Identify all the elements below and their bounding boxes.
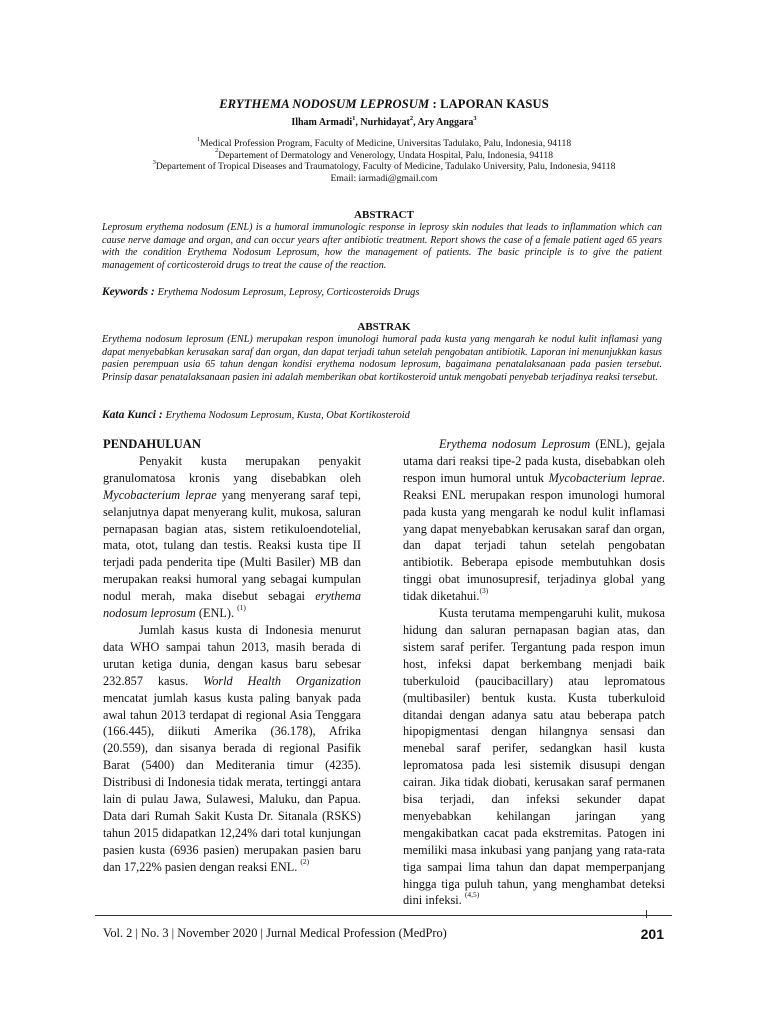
author-affiliation-marker: 2 xyxy=(409,114,414,122)
section-title: PENDAHULUAN xyxy=(103,437,201,451)
paragraph-italic: Mycobacterium leprae xyxy=(548,470,662,485)
paragraph-text: . Reaksi ENL merupakan respon imunologi humoral pada kusta yang mengarah ke nodul kulit inflamasi yang dapat menyebabkan kerusakan saraf dan organ, dan dapat terjadi tahun setelah pengobatan antibiotik. Beberapa episode membutuhkan dosis tinggi obat imunosupresif, terjadinya global yang tidak diketahui. xyxy=(403,470,665,604)
paragraph-text: yang menyerang saraf tepi, selanjutnya dapat menyerang kulit, mukosa, saluran pernapasan bagian atas, sistem retikuloendotelial, mata, otot, tulang dan testis. Reaksi kusta tipe II terjadi pada penderita tipe (Multi Basiler) MB dan merupakan reaksi humoral yang sebagai kumpulan nodul merah, maka disebut sebagai xyxy=(103,487,361,604)
author-name: Ary Anggara xyxy=(417,117,474,128)
affiliation-line xyxy=(100,147,668,162)
paragraph-italic: World Health Organization xyxy=(203,673,361,688)
footer-divider xyxy=(95,915,672,916)
abstract-heading: ABSTRACT xyxy=(354,209,414,221)
affiliation-marker: 1 xyxy=(196,135,201,143)
kata-kunci-label: Kata Kunci : xyxy=(102,409,166,421)
citation-marker: (1) xyxy=(237,602,246,612)
paragraph-text: Jumlah kasus kusta di Indonesia menurut data WHO sampai tahun 2013, masih berada di urutan ketiga dunia, dengan kasus baru sebesar 232.857 kasus. xyxy=(103,622,361,688)
affiliation-text: Departement of Tropical Diseases and Traumatology, Faculty of Medicine, Tadulako University, Palu, Indonesia, 94118 xyxy=(155,161,616,173)
author-affiliation-marker: 3 xyxy=(473,114,477,122)
body-paragraph xyxy=(103,622,361,876)
article-title xyxy=(100,97,668,112)
author-name: Nurhidayat xyxy=(360,117,410,128)
keywords-text: Erythema Nodosum Leprosum, Leprosy, Corticosteroids Drugs xyxy=(157,287,420,298)
author-affiliation-marker: 1 xyxy=(352,114,356,122)
affiliation-text: Medical Profession Program, Faculty of Medicine, Universitas Tadulako, Palu, Indonesia, 94118 xyxy=(200,138,572,149)
author-list xyxy=(100,114,668,128)
article-title-italic: ERYTHEMA NODOSUM LEPROSUM xyxy=(219,97,430,111)
paragraph-italic: Erythema nodosum Leprosum xyxy=(439,437,591,451)
author-email: Email: iarmadi@gmail.com xyxy=(330,172,438,184)
citation-marker: (2) xyxy=(300,856,310,866)
paragraph-text: Penyakit kusta merupakan penyakit granulomatosa kronis yang disebabkan oleh xyxy=(103,453,361,485)
paragraph-text: (ENL), gejala utama dari reaksi tipe-2 pada kusta, disebabkan oleh respon imun humoral untuk xyxy=(403,437,665,485)
affiliations xyxy=(100,135,668,184)
author-name: Ilham Armadi xyxy=(291,117,353,128)
affiliation-marker: 2 xyxy=(214,147,219,155)
footer-divider-tick xyxy=(646,910,647,918)
abstrak-text: Erythema nodosum leprosum (ENL) merupakan respon imunologi humoral pada kusta yang mengarah ke nodul kulit inflamasi yang dapat menyebabkan kerusakan saraf dan organ, dan dapat terjadi tahun setelah pengobatan antibiotik. Laporan ini menunjukkan kasus pasien perempuan usia 65 tahun dengan kondisi erythema nodosum leprosum, bagaimana penatalaksanaan pada pasien tersebut. Prinsip dasar penatalaksanaan pasien ini adalah memberikan obat kortikosteroid untuk mengobati penyebab terjadinya reaksi tersebut. xyxy=(102,334,662,383)
kata-kunci-line xyxy=(102,409,662,421)
page-number: 201 xyxy=(640,926,664,942)
affiliation-text: Departement of Dermatology and Venerology, Undata Hospital, Palu, Indonesia, 94118 xyxy=(218,149,554,161)
affiliation-line xyxy=(100,135,668,150)
author-separator: , xyxy=(355,117,361,128)
paragraph-italic: erythema nodosum leprosum xyxy=(103,589,361,621)
affiliation-marker: 3 xyxy=(152,159,156,166)
abstrak-heading: ABSTRAK xyxy=(357,321,411,333)
kata-kunci-text: Erythema Nodosum Leprosum, Kusta, Obat Kortikosteroid xyxy=(165,410,410,421)
body-paragraph xyxy=(403,436,665,605)
paragraph-text: Kusta terutama mempengaruhi kulit, mukosa hidung dan saluran pernapasan bagian atas, dan sistem saraf perifer. Tergantung pada respon imun host, infeksi dapat berkembang menjadi baik tuberkuloid (paucibacillary) atau lepromatous (multibasiler) bentuk kusta. Kusta tuberkuloid ditandai dengan adanya satu atau beberapa patch hipopigmentasi dengan hilangnya sensasi dan menebal saraf perifer, sedangkan hasil kusta lepromatosa pada lesi sistemik disusupi dengan cairan. Jika tidak diobati, kerusakan saraf permanen bisa terjadi, dan infeksi sekunder dapat menyebabkan kehilangan jaringan yang mengakibatkan cacat pada ekstremitas. Patogen ini memiliki masa inkubasi yang panjang yang rata-rata tiga sampai lima tahun dan dapat memperpanjang hingga tiga puluh tahun, yang menghambat deteksi dini infeksi. xyxy=(403,606,665,908)
keywords-label: Keywords : xyxy=(102,286,158,298)
body-paragraph xyxy=(103,453,361,622)
citation-marker: (4,5) xyxy=(464,890,480,900)
affiliation-line xyxy=(100,161,668,173)
citation-marker: (3) xyxy=(479,586,489,596)
body-column-left xyxy=(103,436,361,876)
paragraph-text: mencatat jumlah kasus kusta paling banyak pada awal tahun 2013 terdapat di regional Asia Tenggara (166.445), diikuti Amerika (36.178), Afrika (20.559), dan sisanya berada di regional Pasifik Barat (5400) dan Mediterania timur (4235). Distribusi di Indonesia tidak merata, tertinggi antara lain di pulau Jawa, Sulawesi, Maluku, dan Papua. Data dari Rumah Sakit Kusta Dr. Sitanala (RSKS) tahun 2015 didapatkan 12,24% dari total kunjungan pasien kusta (6936 pasien) merupakan pasien baru dan 17,22% pasien dengan reaksi ENL. xyxy=(103,690,361,874)
body-paragraph xyxy=(403,605,665,909)
body-column-right xyxy=(403,436,665,909)
keywords-line xyxy=(102,286,662,298)
paragraph-text: (ENL). xyxy=(195,606,238,621)
article-title-rest: : LAPORAN KASUS xyxy=(429,97,549,111)
journal-citation: Vol. 2 | No. 3 | November 2020 | Jurnal Medical Profession (MedPro) xyxy=(103,926,447,940)
author-separator: , xyxy=(413,117,418,128)
abstract-text: Leprosum erythema nodosum (ENL) is a humoral immunologic response in leprosy skin nodules that leads to inflammation which can cause nerve damage and organ, and can occur years after antibiotic treatment. Report shows the case of a female patient aged 65 years with the condition Erythema Nodosum Leprosum, how the management of patients. The basic principle is to give the patient management of corticosteroid drugs to treat the cause of the reaction. xyxy=(102,222,662,271)
paragraph-italic: Mycobacterium leprae xyxy=(103,487,217,502)
